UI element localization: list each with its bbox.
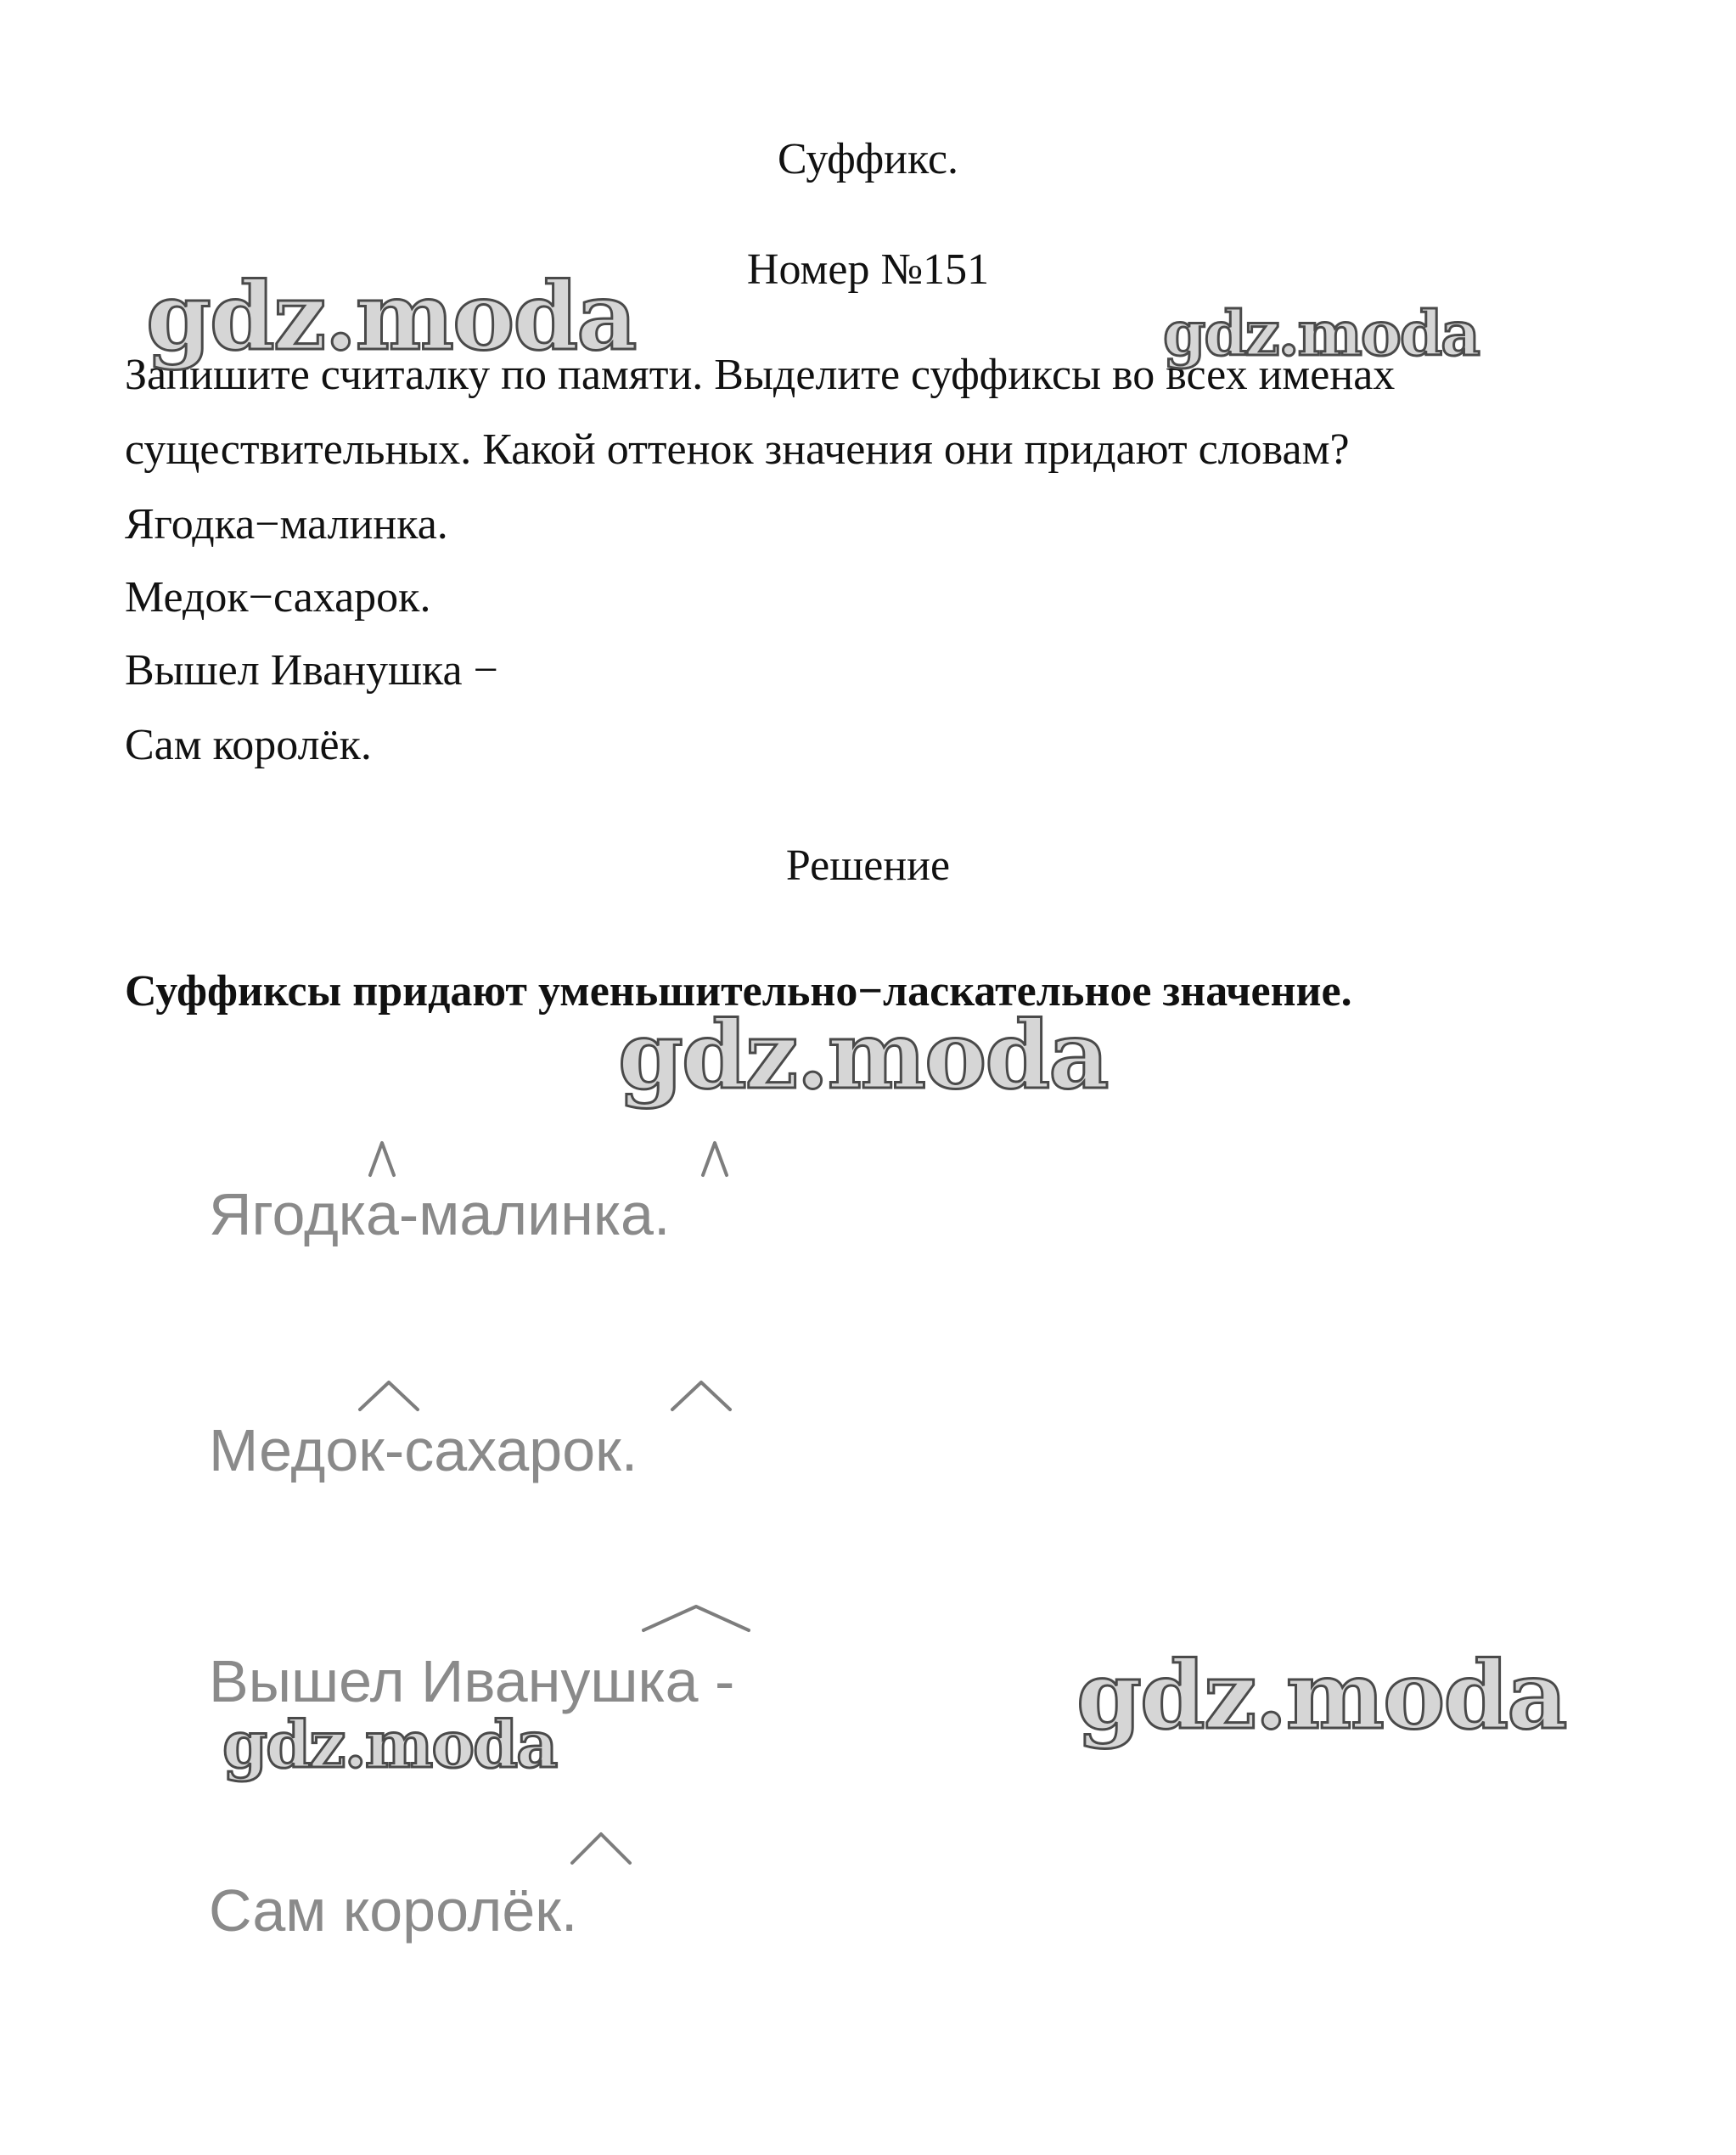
rhyme-line-3: Вышел Иванушка − [125,646,498,695]
solution-heading: Решение [785,841,951,890]
watermark: gdz.moda [618,1000,1108,1110]
suffix-mark-k-2 [698,1138,732,1180]
suffix-mark-ok-2 [667,1376,735,1415]
handwritten-line-4: Сам королёк. [209,1877,578,1944]
watermark: gdz.moda [1076,1640,1566,1750]
handwritten-line-1: Ягодка-малинка. [209,1181,671,1247]
suffix-mark-ok-1 [355,1376,423,1415]
watermark: gdz.moda [222,1707,557,1782]
exercise-number: Номер №151 [746,245,990,294]
handwritten-line-2: Медок-сахарок. [209,1417,638,1483]
suffix-mark-yok [567,1827,635,1868]
watermark: gdz.moda [1163,297,1479,369]
task-text-line-2: существительных. Какой оттенок значения они придают словам? [125,425,1350,474]
suffix-mark-k-1 [365,1138,399,1180]
rhyme-line-2: Медок−сахарок. [125,573,431,622]
rhyme-line-1: Ягодка−малинка. [125,500,448,549]
solution-answer: Суффиксы придают уменьшительно−ласкательное значение. [125,967,1352,1016]
suffix-mark-ushk [638,1600,754,1635]
watermark: gdz.moda [146,262,636,371]
handwritten-line-3: Вышел Иванушка - [209,1648,735,1714]
page-title: Суффикс. [777,135,959,183]
rhyme-line-4: Сам королёк. [125,721,372,769]
task-text-line-1: Запишите считалку по памяти. Выделите суффиксы во всех именах [125,351,1396,399]
